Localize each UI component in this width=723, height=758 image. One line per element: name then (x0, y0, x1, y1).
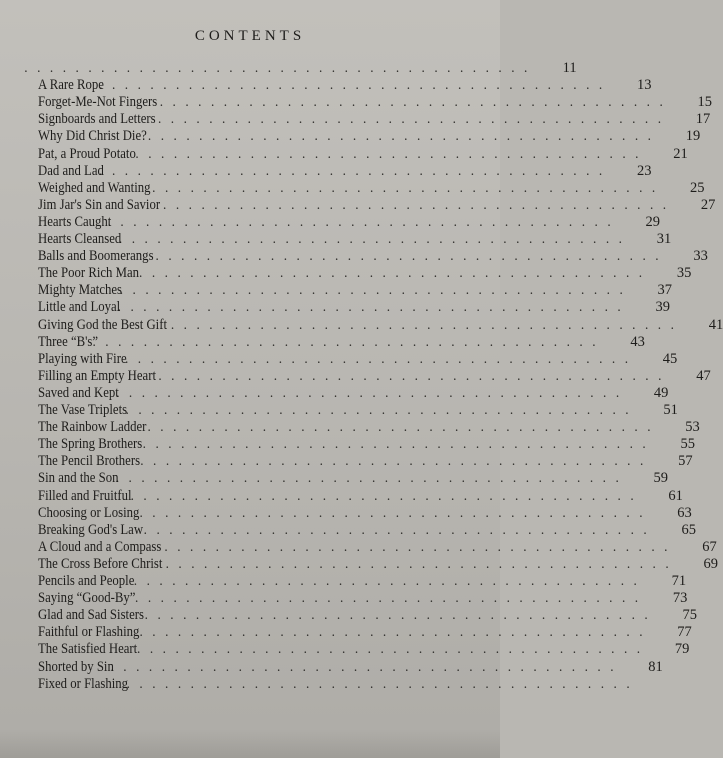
toc-entry-page-number: 17 (695, 111, 711, 128)
dot-leader: ........................................ (24, 61, 537, 75)
toc-entry (38, 299, 670, 316)
toc-entry (38, 282, 673, 299)
toc-entry-page-number: 11 (562, 60, 577, 76)
toc-entry-page-number: 53 (685, 419, 700, 436)
dot-leader: ........................................ (139, 505, 652, 520)
toc-entry-page-number: 41 (708, 316, 723, 333)
toc-entry (38, 179, 705, 197)
dot-leader: ........................................ (117, 300, 630, 315)
toc-entry-page-number: 45 (662, 350, 678, 367)
toc-entry-title: Filled and Fruitful (38, 487, 132, 504)
dot-leader: ........................................ (164, 539, 677, 554)
toc-entry-title: The Rainbow Ladder (38, 419, 147, 436)
toc-entry-title: Little and Loyal (38, 299, 121, 316)
toc-entry-page-number: 81 (648, 658, 663, 675)
toc-entry-page-number: 77 (677, 624, 692, 641)
dot-leader: ........................................ (125, 403, 638, 417)
toc-entry (38, 624, 692, 641)
dot-leader: ........................................ (157, 112, 671, 127)
toc-entry-page-number: 27 (700, 196, 716, 213)
dot-leader: ........................................ (138, 266, 652, 281)
toc-entry-title: Dad and Lad (38, 162, 104, 179)
toc-entry-title: Why Did Christ Die? (38, 128, 147, 145)
toc-entry-page-number: 51 (663, 402, 678, 418)
toc-entry-page-number: 37 (657, 282, 673, 299)
dot-leader: ........................................ (134, 591, 648, 606)
dot-leader: ........................................ (147, 420, 660, 435)
toc-entry (38, 607, 697, 624)
toc-entry (38, 77, 652, 94)
toc-entry-page-number: 65 (681, 521, 696, 538)
dot-leader: ........................................ (142, 437, 655, 452)
toc-entry (38, 521, 696, 539)
toc-entry (38, 384, 669, 402)
toc-entry-title: Jim Jar's Sin and Savior (38, 196, 161, 213)
toc-entry (38, 555, 718, 573)
dot-leader: ........................................ (147, 129, 661, 144)
dot-leader: ........................................ (151, 180, 665, 195)
dot-leader: ........................................ (162, 197, 676, 212)
toc-entry-title: Breaking God's Law (38, 521, 144, 538)
toc-entry-page-number: 13 (636, 77, 652, 94)
toc-entry-title: Shorted by Sin (38, 658, 114, 675)
toc-entry-title: Pencils and People (38, 573, 135, 589)
dot-leader: ........................................ (144, 608, 657, 623)
dot-leader: ........................................ (136, 642, 650, 657)
toc-entry-title: Saved and Kept (38, 384, 119, 401)
dot-leader: ........................................ (135, 146, 648, 161)
toc-entry-title: Filling an Empty Heart (38, 367, 157, 384)
toc-entry-title: The Spring Brothers (38, 436, 143, 453)
toc-entry-title: Saying “Good-By” (38, 590, 136, 607)
toc-entry (38, 350, 678, 368)
toc-entry (38, 367, 711, 385)
toc-entry-page-number: 63 (677, 504, 692, 521)
dot-leader: ........................................ (158, 368, 671, 383)
toc-entry (38, 504, 692, 522)
toc-entry-title: The Satisfied Heart (38, 641, 138, 658)
toc-entry (38, 94, 713, 111)
toc-entry (38, 231, 672, 248)
toc-entry-title: Mighty Matches (38, 282, 122, 299)
dot-leader: ........................................ (155, 249, 668, 264)
toc-entry-page-number: 79 (674, 641, 690, 658)
dot-leader: ........................................ (115, 471, 629, 486)
toc-entry (38, 196, 716, 214)
dot-leader: ........................................ (133, 574, 647, 588)
toc-entry-title: The Vase Triplets (38, 402, 128, 418)
toc-entry (38, 470, 669, 487)
dot-leader: ........................................ (115, 385, 629, 400)
toc-entry-title: Hearts Cleansed (38, 231, 122, 247)
toc-entry-title: A Rare Rope (38, 77, 104, 94)
toc-entry-title: Three “B's” (38, 333, 99, 350)
toc-entry-page-number: 57 (678, 453, 693, 470)
contents-list (24, 60, 723, 720)
toc-entry-page-number: 55 (680, 436, 695, 453)
dot-leader: ........................................ (118, 232, 632, 246)
dot-leader: ........................................ (170, 317, 684, 332)
toc-entry-page-number: 71 (671, 573, 687, 589)
toc-entry-title: The Cross Before Christ (38, 555, 163, 572)
toc-entry-title: Forget-Me-Not Fingers (38, 94, 158, 111)
dot-leader: ........................................ (124, 351, 638, 366)
toc-entry (38, 248, 708, 265)
toc-entry-title: The Pencil Brothers (38, 453, 141, 470)
toc-entry (38, 316, 723, 334)
toc-entry-title: The Poor Rich Man (38, 265, 140, 282)
dot-leader: ........................................ (98, 78, 612, 93)
toc-entry-page-number: 15 (697, 94, 713, 111)
toc-entry (38, 538, 717, 556)
toc-entry-page-number: 49 (653, 384, 669, 401)
toc-entry (38, 658, 663, 676)
toc-entry (38, 145, 688, 163)
toc-entry (38, 675, 639, 693)
toc-entry-title: Playing with Fire (38, 350, 127, 367)
toc-entry-page-number: 69 (703, 555, 718, 572)
toc-entry-page-number: 43 (630, 333, 645, 350)
dot-leader: ........................................ (130, 488, 643, 503)
toc-entry (38, 402, 678, 419)
toc-entry-title: Faithful or Flashing (38, 624, 140, 641)
page-bottom-shadow (0, 730, 500, 758)
toc-entry-title: Choosing or Losing (38, 504, 140, 521)
toc-entry-title: Fixed or Flashing (38, 675, 129, 692)
toc-entry-title: Hearts Caught (38, 213, 112, 230)
toc-entry-page-number: 59 (653, 470, 669, 487)
toc-entry (38, 641, 690, 658)
toc-entry-title: Pat, a Proud Potato (38, 145, 136, 162)
toc-entry-title: Glad and Sad Sisters (38, 607, 144, 624)
toc-entry (38, 162, 652, 180)
toc-entry (38, 436, 695, 453)
toc-entry-page-number: 67 (702, 538, 717, 555)
toc-entry-page-number: 75 (682, 607, 697, 624)
toc-entry (38, 213, 660, 231)
toc-entry (38, 453, 693, 470)
dot-leader: ........................................ (126, 676, 639, 691)
dot-leader: ........................................ (110, 659, 623, 674)
toc-entry-page-number: 33 (693, 248, 708, 265)
page-title: CONTENTS (194, 28, 306, 44)
toc-entry (24, 60, 577, 77)
dot-leader: ........................................ (98, 163, 612, 178)
toc-entry-page-number: 31 (656, 231, 672, 247)
toc-entry-page-number: 39 (655, 299, 670, 316)
toc-entry (38, 590, 688, 607)
toc-entry-page-number: 25 (689, 179, 705, 196)
dot-leader: ........................................ (165, 556, 678, 571)
toc-entry-title: Weighed and Wanting (38, 179, 151, 196)
toc-entry (38, 487, 683, 505)
toc-entry-title: A Cloud and a Compass (38, 538, 162, 555)
toc-entry-title: Giving God the Best Gift (38, 316, 168, 333)
dot-leader: ........................................ (139, 625, 652, 640)
dot-leader: ........................................ (139, 454, 653, 469)
dot-leader: ........................................ (143, 522, 656, 537)
dot-leader: ........................................ (92, 334, 605, 349)
toc-entry (38, 333, 645, 351)
dot-leader: ........................................ (159, 95, 673, 110)
dot-leader: ........................................ (107, 214, 620, 229)
toc-entry-page-number: 29 (645, 213, 660, 230)
toc-entry (38, 573, 687, 590)
toc-entry-page-number: 35 (676, 265, 692, 282)
toc-entry-title: Sin and the Son (38, 470, 119, 487)
toc-entry (38, 265, 692, 282)
toc-entry-page-number: 61 (668, 487, 683, 504)
toc-entry (38, 128, 701, 145)
toc-entry (38, 419, 700, 436)
toc-entry-page-number: 19 (685, 128, 701, 145)
dot-leader: ........................................ (119, 283, 633, 298)
toc-entry-page-number: 47 (696, 367, 711, 384)
toc-entry-page-number: 23 (636, 162, 652, 179)
toc-entry-title: Signboards and Letters (38, 111, 156, 128)
toc-entry-page-number: 73 (672, 590, 688, 607)
toc-entry-title: Balls and Boomerangs (38, 248, 154, 265)
toc-entry-page-number: 21 (673, 145, 688, 162)
toc-entry (38, 111, 711, 128)
